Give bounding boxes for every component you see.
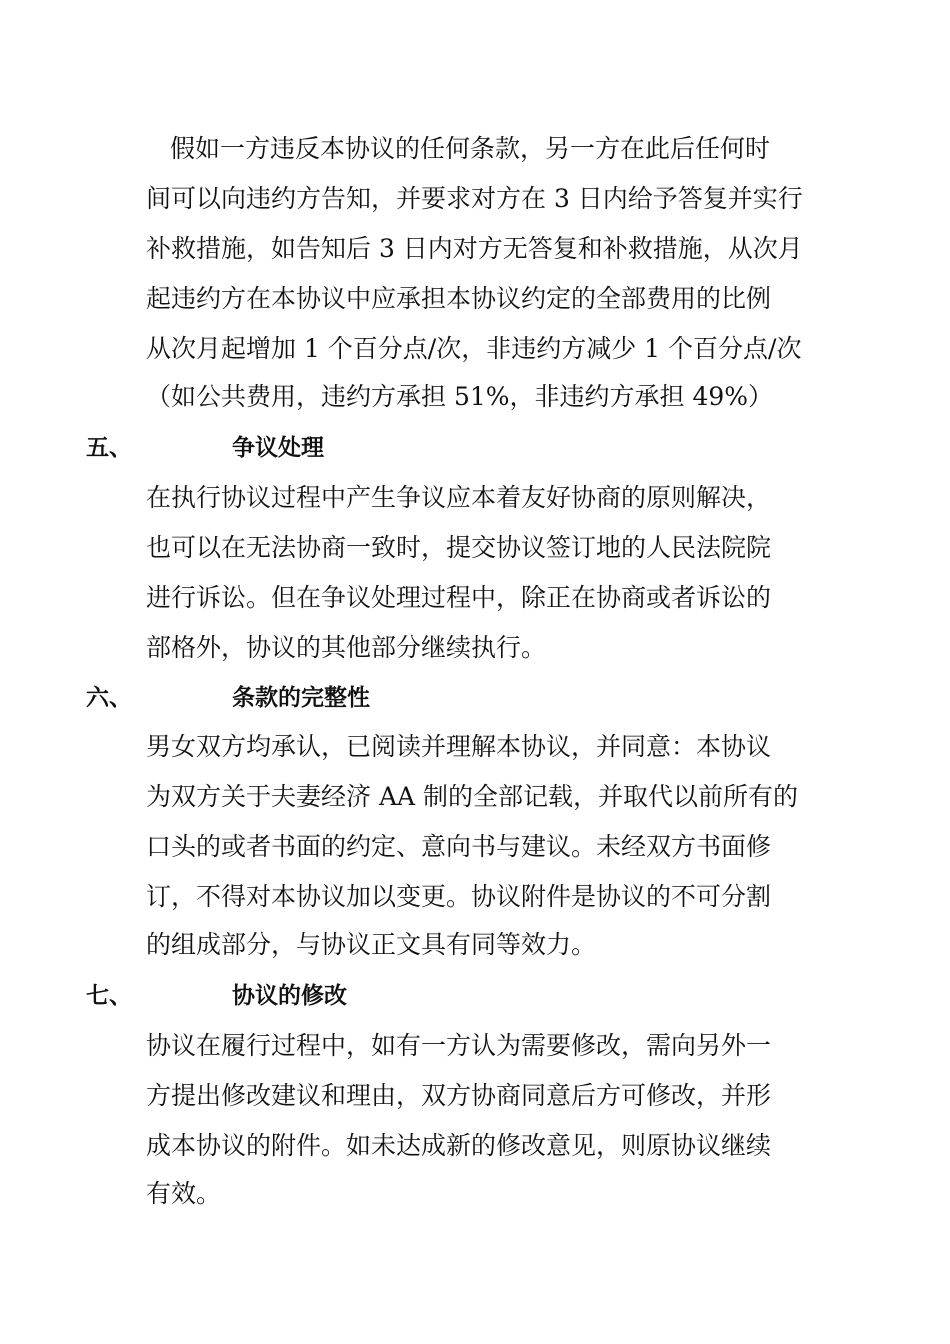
paragraph-line: 口头的或者书面的约定、意向书与建议。未经双方书面修: [146, 832, 772, 861]
section-title: 条款的完整性: [232, 685, 370, 711]
paragraph-line: 假如一方违反本协议的任何条款，另一方在此后任何时: [170, 134, 771, 163]
section-number: 六、: [86, 685, 132, 711]
section-number: 七、: [86, 983, 132, 1009]
paragraph-line: 订，不得对本协议加以变更。协议附件是协议的不可分割: [146, 882, 772, 911]
paragraph-line: 部格外，协议的其他部分继续执行。: [146, 633, 547, 662]
section-title: 协议的修改: [232, 983, 347, 1009]
paragraph-line: 的组成部分，与协议正文具有同等效力。: [146, 930, 597, 959]
paragraph-line: 也可以在无法协商一致时，提交协议签订地的人民法院院: [146, 533, 772, 562]
paragraph-line: 成本协议的附件。如未达成新的修改意见，则原协议继续: [146, 1131, 772, 1160]
section-number: 五、: [86, 435, 132, 461]
paragraph-line: 男女双方均承认，已阅读并理解本协议，并同意：本协议: [146, 732, 772, 761]
paragraph-line: 进行诉讼。但在争议处理过程中，除正在协商或者诉讼的: [146, 583, 772, 612]
paragraph-line: 起违约方在本协议中应承担本协议约定的全部费用的比例: [146, 284, 772, 313]
paragraph-line: 在执行协议过程中产生争议应本着友好协商的原则解决，: [146, 483, 772, 512]
paragraph-line: （如公共费用，违约方承担 51%，非违约方承担 49%）: [146, 382, 774, 411]
paragraph-line: 从次月起增加 1 个百分点/次，非违约方减少 1 个百分点/次: [146, 334, 802, 363]
paragraph-line: 有效。: [146, 1179, 222, 1208]
paragraph-line: 为双方关于夫妻经济 AA 制的全部记载，并取代以前所有的: [146, 782, 799, 811]
paragraph-line: 间可以向违约方告知，并要求对方在 3 日内给予答复并实行: [146, 184, 803, 213]
paragraph-line: 协议在履行过程中，如有一方认为需要修改，需向另外一: [146, 1031, 772, 1060]
paragraph-line: 补救措施，如告知后 3 日内对方无答复和补救措施，从次月: [146, 234, 803, 263]
section-title: 争议处理: [232, 435, 324, 461]
paragraph-line: 方提出修改建议和理由，双方协商同意后方可修改，并形: [146, 1081, 772, 1110]
